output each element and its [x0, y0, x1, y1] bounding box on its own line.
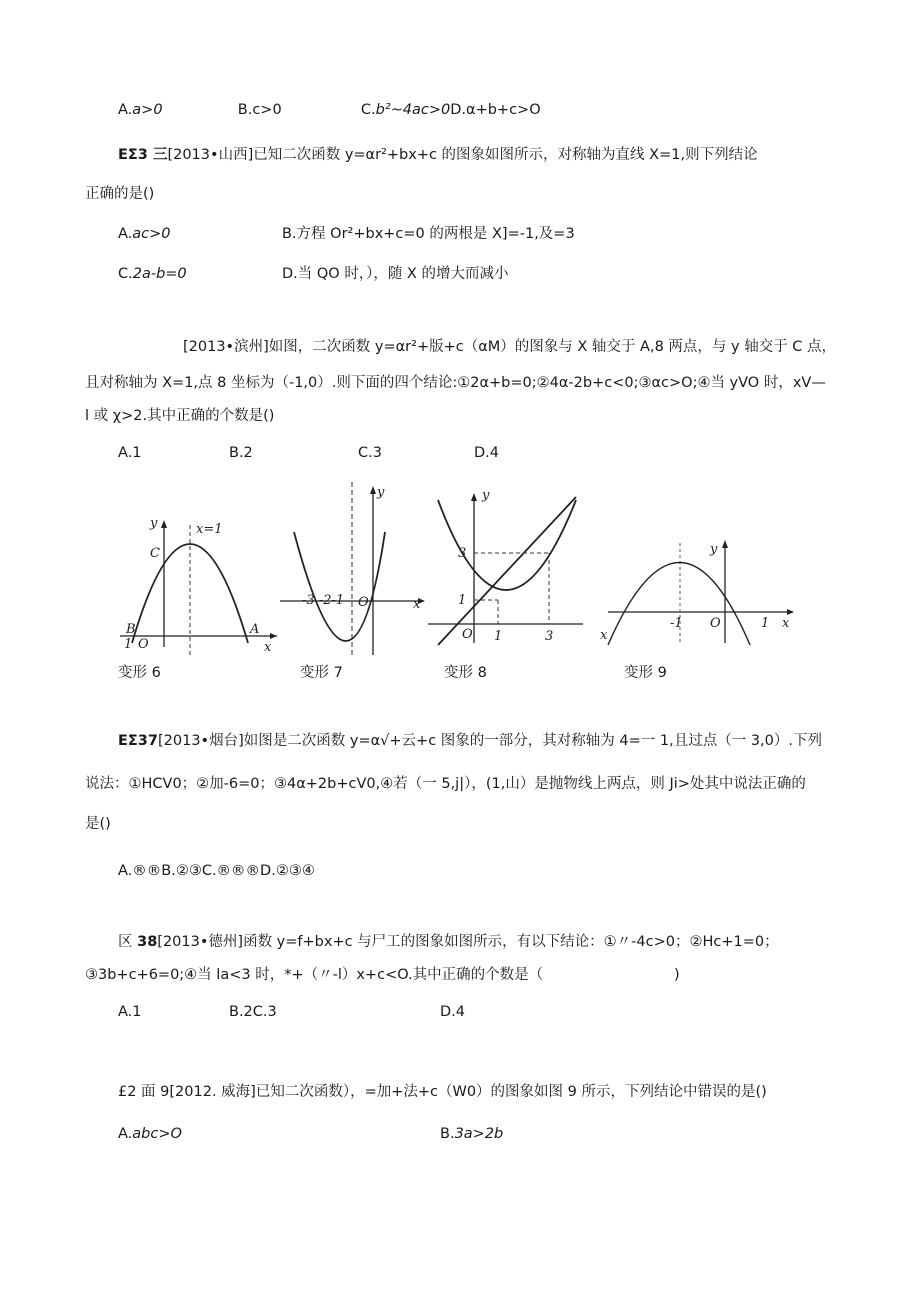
- figure-variant-6: [112, 505, 292, 659]
- fig9-label-xl: x: [600, 628, 608, 643]
- ex3-option-d: D.当 QO 时，），随 X 的增大而减小: [282, 266, 509, 282]
- figure-variant-7: [272, 480, 442, 664]
- ex3-option-c: C.2a-b=0: [118, 266, 187, 282]
- figure-6-graph: [112, 505, 292, 655]
- fig7-parabola: [294, 532, 385, 641]
- ex38-option-a: A.1: [118, 1004, 142, 1020]
- fig7-y-arrow: [370, 486, 376, 494]
- fig8-line: [438, 497, 576, 645]
- top-option-d: D.α+b+c>O: [450, 102, 541, 118]
- top-option-a: A.a>0: [118, 102, 163, 118]
- figure-7-graph: [272, 480, 442, 660]
- question-text: [2013•德州]函数 y=f+bx+c 与尸工的图象如图所示，有以下结论：①〃-4c>0；②Hc+1=0；: [157, 934, 779, 950]
- fig9-y-arrow: [722, 540, 728, 548]
- question-tag: EΣ37: [118, 733, 158, 749]
- binzhou-line2: 且对称轴为 X=1,点 8 坐标为（-1,0）.则下面的四个结论:①2α+b=0;②4α-2b+c<0;③αc>O;④当 yVO 时，xV—: [85, 375, 826, 391]
- fig9-label-neg1: -1: [670, 616, 683, 631]
- binzhou-option-a: A.1: [118, 445, 142, 461]
- question-ex38: [118, 932, 779, 952]
- fig6-label-a: A: [250, 622, 260, 637]
- figure-variant-9: [598, 535, 798, 649]
- fig9-label-o: O: [710, 616, 721, 631]
- question-tag: EΣ3 三: [118, 147, 168, 163]
- fig9-label-x: x: [782, 616, 790, 631]
- top-option-b: B.c>0: [237, 102, 282, 118]
- binzhou-option-d: D.4: [474, 445, 499, 461]
- fig6-label-x: x: [264, 640, 272, 655]
- ex3-option-b: B.方程 Or²+bx+c=0 的两根是 X]=-1,及=3: [282, 226, 575, 242]
- binzhou-line3: l 或 χ>2.其中正确的个数是(): [85, 408, 275, 424]
- fig7-label-y: y: [377, 485, 385, 500]
- binzhou-option-c: C.3: [358, 445, 382, 461]
- figure-8-graph: [428, 485, 598, 650]
- fig7-label-x: x: [413, 597, 421, 612]
- fig9-label-one: 1: [761, 616, 770, 631]
- figure-variant-8: [428, 485, 598, 654]
- fig8-parabola: [438, 500, 576, 590]
- fig7-caption: 变形 7: [300, 665, 343, 681]
- fig6-label-o: O: [138, 637, 149, 652]
- fig8-label-y: y: [482, 488, 490, 503]
- question-text: [2013•烟台]如图是二次函数 y=α√+云+c 图象的一部分，其对称轴为 4=一 1,且过点（一 3,0）.下列: [158, 733, 822, 749]
- fig7-label-o: O: [358, 595, 369, 610]
- question-tag: 38: [137, 934, 158, 950]
- weihai-option-a: A.abc>O: [118, 1126, 182, 1142]
- fig8-label-three-y: 3: [458, 546, 467, 561]
- fig6-label-axis: x=1: [196, 522, 223, 537]
- fig6-caption: 变形 6: [118, 665, 161, 681]
- ex38-option-bc: B.2C.3: [229, 1004, 277, 1020]
- ex3-option-a: A.ac>0: [118, 226, 171, 242]
- fig9-caption: 变形 9: [624, 665, 667, 681]
- fig8-y-arrow: [471, 493, 477, 501]
- ex37-options: A.®®B.②③C.®®®D.②③④: [118, 863, 315, 879]
- question-ex3: [118, 145, 758, 165]
- top-options: [118, 100, 541, 120]
- ex38-line2: ③3b+c+6=0;④当 la<3 时，*+（〃-l）x+c<O.其中正确的个数是（: [85, 967, 544, 983]
- question-weihai: £2 面 9[2012. 威海]已知二次函数），=加+法+c（W0）的图象如图 9 所示，下列结论中错误的是(): [118, 1084, 767, 1100]
- question-ex3-line2: 正确的是(): [85, 186, 155, 202]
- fig8-label-one-x: 1: [494, 629, 503, 644]
- fig8-label-one-y: 1: [458, 593, 467, 608]
- ex38-close-paren: ): [674, 967, 680, 983]
- top-option-c: C.b²~4ac>0: [360, 102, 451, 118]
- fig8-label-o: O: [462, 627, 473, 642]
- ex38-option-d: D.4: [440, 1004, 465, 1020]
- fig6-label-y: y: [150, 516, 158, 531]
- fig7-label-ticks: -3 -2-1: [302, 593, 345, 608]
- fig9-parabola: [608, 563, 750, 646]
- ex37-line2: 说法：①HCV0；②加-6=0；③4α+2b+cV0,④若（一 5,j|），(1,山）是抛物线上两点，则 Ji>处其中说法正确的: [85, 776, 806, 792]
- fig6-label-neg1: 1: [124, 637, 133, 652]
- fig9-label-y: y: [710, 542, 718, 557]
- ex37-line3: 是(): [85, 816, 111, 832]
- fig8-label-three-x: 3: [545, 629, 554, 644]
- question-text: [2013•山西]已知二次函数 y=αr²+bx+c 的图象如图所示，对称轴为直线 X=1,则下列结论: [167, 147, 758, 163]
- weihai-option-b: B.3a>2b: [440, 1126, 504, 1142]
- question-tag-prefix: 区: [118, 934, 138, 950]
- fig8-caption: 变形 8: [444, 665, 487, 681]
- fig6-label-b: B: [126, 622, 136, 637]
- fig6-y-arrow: [161, 520, 167, 528]
- fig6-label-c: C: [150, 546, 160, 561]
- question-ex37: [118, 731, 822, 751]
- fig9-x-arrow: [787, 609, 794, 615]
- binzhou-line1: [2013•滨州]如图，二次函数 y=αr²+版+c（αM）的图象与 X 轴交于 A,8 两点，与 y 轴交于 C 点，: [183, 339, 837, 355]
- figure-9-graph: [598, 535, 798, 645]
- binzhou-option-b: B.2: [229, 445, 253, 461]
